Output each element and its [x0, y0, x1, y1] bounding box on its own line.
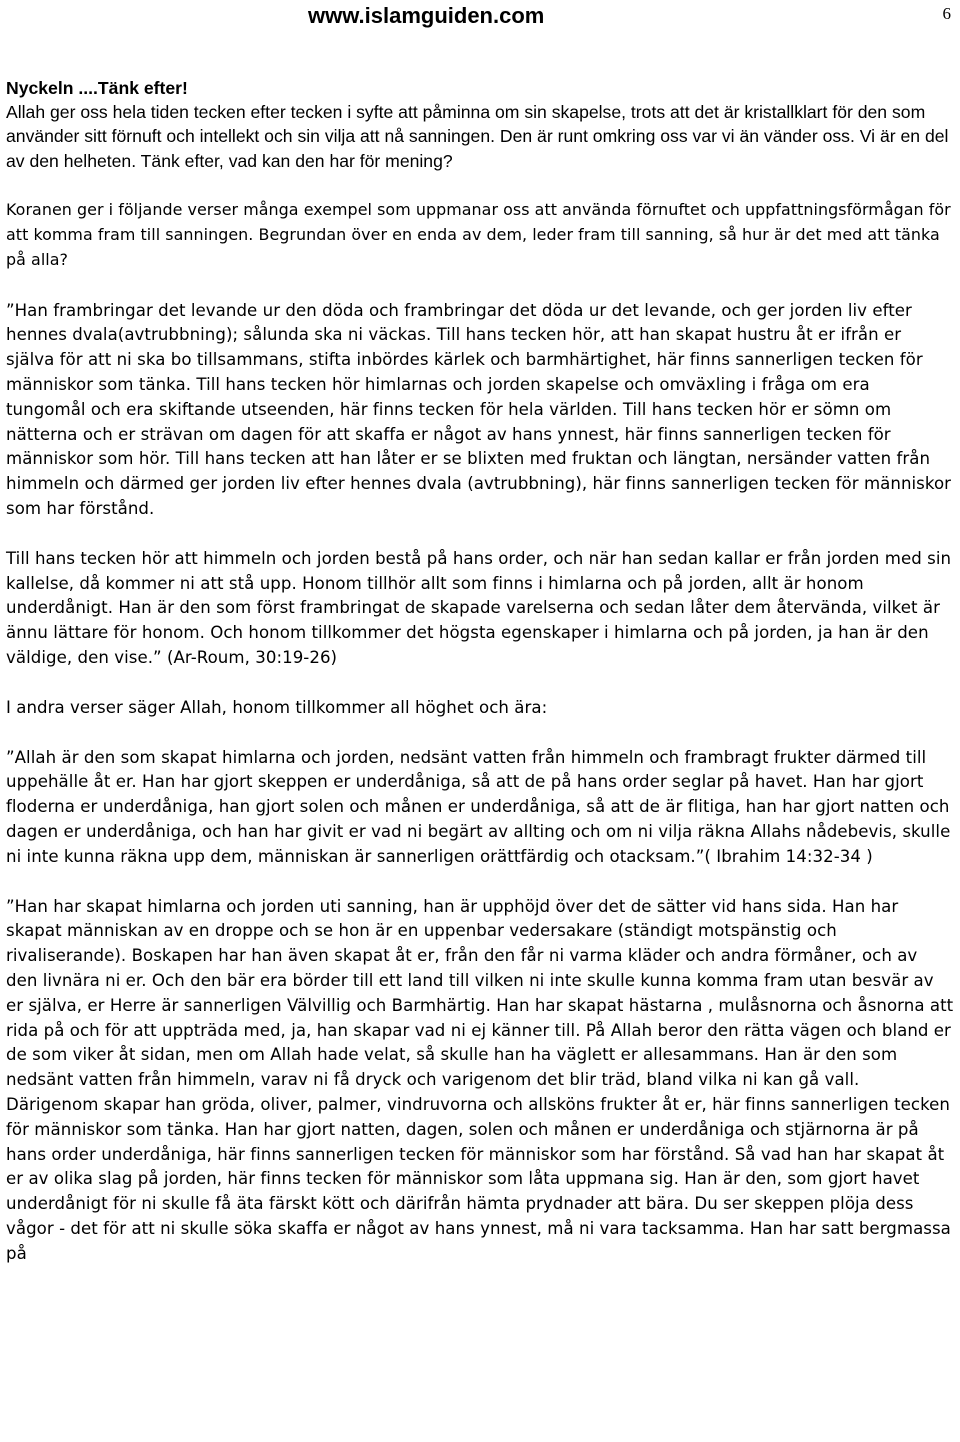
section-title: Nyckeln ....Tänk efter!: [6, 78, 188, 98]
body-paragraph: I andra verser säger Allah, honom tillkommer all höghet och ära:: [6, 697, 548, 717]
intro-paragraph: Allah ger oss hela tiden tecken efter tecken i syfte att påminna om sin skapelse, trots att det är kristallklart för den som använder sitt förnuft och intellekt och sin vilja att nå sanningen. Den är runt omkring oss var vi än vänder oss. Vi är en del av den helheten. Tänk efter, vad kan den har för mening?: [6, 102, 949, 171]
paragraph-spacer: [6, 671, 954, 696]
body-paragraph: Koranen ger i följande verser många exempel som uppmanar oss att använda förnuftet och uppfattningsförmågan för att komma fram till sanningen. Begrundan över en enda av dem, leder fram till sanning, så hur är det med att tänka på alla?: [6, 200, 951, 269]
page-number: 6: [942, 4, 951, 23]
page-header: [0, 0, 960, 40]
document-body: [6, 76, 954, 1267]
site-url: www.islamguiden.com: [308, 3, 545, 28]
quote-paragraph: ”Han frambringar det levande ur den döda och frambringar det döda ur det levande, och ger jorden liv efter hennes dvala(avtrubbning); sålunda ska ni väckas. Till hans tecken hör, att han skapat hustru åt er ifrån er själva för att ni ska bo tillsammans, stifta inbördes kärlek och barmhärtighet, här finns sannerligen tecken för människor som tänka. Till hans tecken hör himlarnas och jorden skapelse och omväxling i fråga om era tungomål och era skiftande utseenden, här finns tecken för hela världen. Till hans tecken hör er sömn om nätterna och er strävan om dagen för att skaffa er något av hans ynnest, här finns sannerligen tecken för människor som hör. Till hans tecken att han låter er se blixten med fruktan och längtan, nersänder vatten från himmeln och därmed ger jorden liv efter hennes dvala (avtrubbning), här finns sannerligen tecken för människor som har förstånd.: [6, 300, 952, 518]
paragraph-spacer: [6, 522, 954, 547]
paragraph-spacer: [6, 721, 954, 746]
paragraph-spacer: [6, 870, 954, 895]
paragraph-spacer: [6, 273, 954, 299]
quote-paragraph: Till hans tecken hör att himmeln och jorden bestå på hans order, och när han sedan kallar er från jorden med sin kallelse, då kommer ni att stå upp. Honom tillhör allt som finns i himlarna och på jorden, allt är honom underdånigt. Han är den som först frambringat de skapade varelserna och sedan låter dem återvända, vilket är ännu lättare för honom. Och honom tillkommer det högsta egenskaper i himlarna och på jorden, ja han är den väldige, den vise.” (Ar-Roum, 30:19-26): [6, 548, 952, 667]
quote-paragraph: ”Allah är den som skapat himlarna och jorden, nedsänt vatten från himmeln och frambragt frukter därmed till uppehälle åt er. Han har gjort skeppen er underdåniga, så att de på hans order seglar på havet. Han har gjort floderna er underdåniga, han gjort solen och månen er underdåniga, så att de är flitiga, han har gjort natten och dagen er underdåniga, och han har givit er vad ni begärt av allting och om ni vilja räkna Allahs nådebevis, skulle ni inte kunna räkna upp dem, människan är sannerligen orättfärdig och otacksam.”( Ibrahim 14:32-34 ): [6, 747, 951, 866]
quote-paragraph: ”Han har skapat himlarna och jorden uti sanning, han är upphöjd över det de sätter vid hans sida. Han har skapat människan av en droppe och se hon är en uppenbar vedersakare (ständigt motspänstig och rivaliserande). Boskapen har han även skapat åt er, från den får ni varma kläder och andra förmåner, och av den livnära ni er. Och den bär era börder till ett land till vilken ni inte skulle kunna komma fram utan besvär av er själva, er Herre är sannerligen Välvillig och Barmhärtig. Han har skapat hästarna , mulåsnorna och åsnorna att rida på och för att uppträda med, ja, han skapar vad ni ej känner till. På Allah beror den rätta vägen och bland er de som viker åt sidan, men om Allah hade velat, så skulle han ha väglett er allesammans. Han är den som nedsänt vatten från himmeln, varav ni få dryck och varigenom det blir träd, bland vilka ni kan gå vall. Därigenom skapar han gröda, oliver, palmer, vindruvorna och allsköns frukter åt er, här finns sannerligen tecken för människor som tänka. Han har gjort natten, dagen, solen och månen er underdåniga och stjärnorna är på hans order underdåniga, här finns sannerligen tecken för människor som har förstånd. Så vad han har skapat åt er av olika slag på jorden, här finns tecken för människor som låta uppmana sig. Han är den, som gjort havet underdånigt för ni skulle få äta färskt kött och därifrån hämta prydnader att bära. Du ser skeppen plöja dess vågor - det för att ni skulle söka skaffa er något av hans ynnest, må ni vara tacksamma. Han har satt bergmassa på: [6, 896, 954, 1263]
paragraph-spacer: [6, 173, 954, 198]
